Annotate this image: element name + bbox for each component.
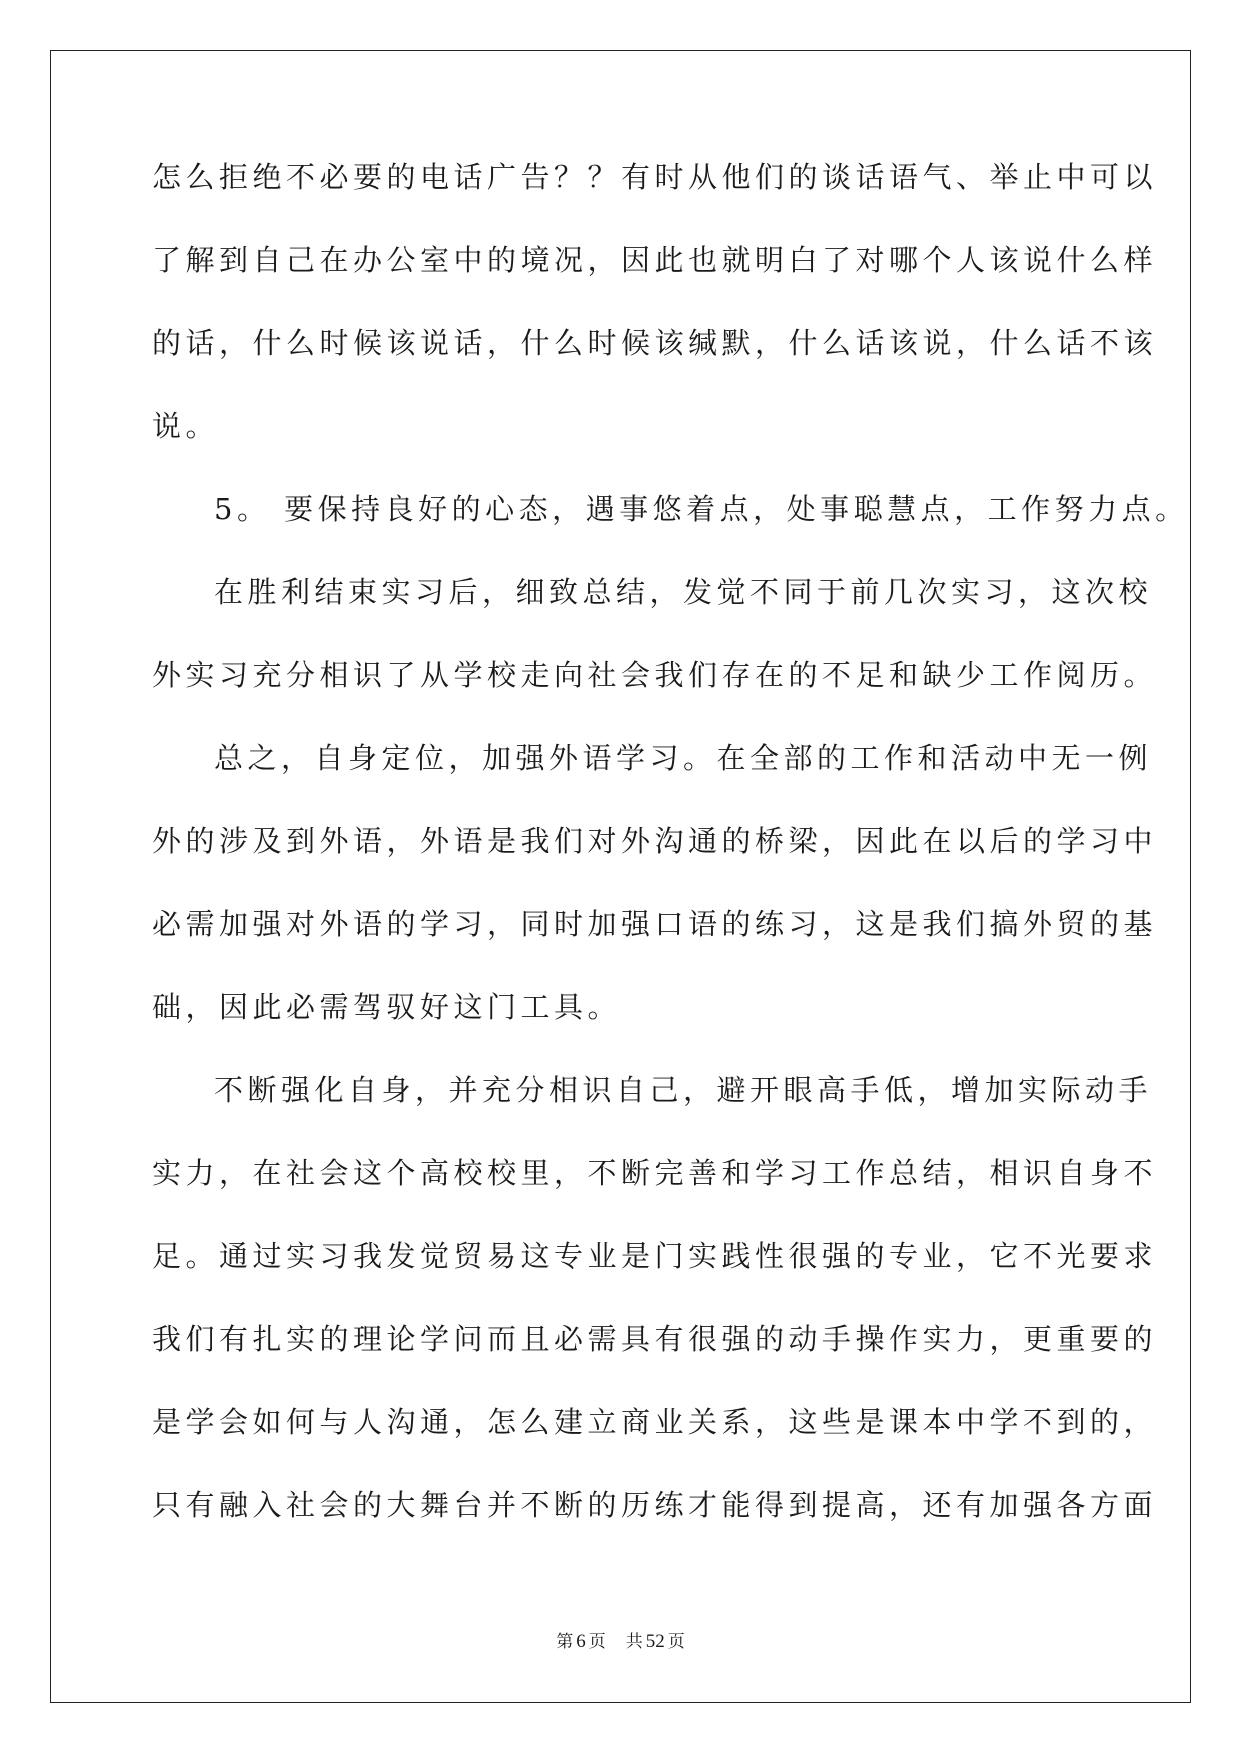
page-footer [0,1627,1241,1653]
text-line: 怎么拒绝不必要的电话广告？？有时从他们的谈话语气、举止中可以 [152,160,1158,194]
total-pages-prefix: 共 [625,1632,643,1652]
text-line: 外实习充分相识了从学校走向社会我们存在的不足和缺少工作阅历。 [152,658,1158,692]
current-page-number: 6 [576,1631,586,1652]
total-pages-number: 52 [645,1631,665,1652]
text-line: 础，因此必需驾驭好这门工具。 [152,990,622,1024]
text-line: 不断强化自身，并充分相识自己，避开眼高手低，增加实际动手 [214,1073,1153,1107]
text-line: 必需加强对外语的学习，同时加强口语的练习，这是我们搞外贸的基 [152,907,1158,941]
page-number-suffix: 页 [588,1632,606,1652]
text-line: 实力，在社会这个高校校里，不断完善和学习工作总结，相识自身不 [152,1156,1158,1190]
text-line: 是学会如何与人沟通，怎么建立商业关系，这些是课本中学不到的， [152,1405,1158,1439]
document-body [152,160,1189,1571]
text-line: 在胜利结束实习后，细致总结，发觉不同于前几次实习，这次校 [214,575,1153,609]
page-number-prefix: 第 [556,1632,574,1652]
text-line: 的话，什么时候该说话，什么时候该缄默，什么话该说，什么话不该 [152,326,1158,360]
total-pages-suffix: 页 [667,1632,685,1652]
text-line: 外的涉及到外语，外语是我们对外沟通的桥梁，因此在以后的学习中 [152,824,1158,858]
text-line: 只有融入社会的大舞台并不断的历练才能得到提高，还有加强各方面 [152,1488,1158,1522]
text-line: 说。 [152,409,220,443]
text-line: 我们有扎实的理论学问而且必需具有很强的动手操作实力，更重要的 [152,1322,1158,1356]
text-line: 总之，自身定位，加强外语学习。在全部的工作和活动中无一例 [214,741,1153,775]
text-line: 了解到自己在办公室中的境况，因此也就明白了对哪个人该说什么样 [152,243,1158,277]
text-line: 足。通过实习我发觉贸易这专业是门实践性很强的专业，它不光要求 [152,1239,1158,1273]
text-line: 5。 要保持良好的心态，遇事悠着点，处事聪慧点，工作努力点。 [214,492,1189,526]
